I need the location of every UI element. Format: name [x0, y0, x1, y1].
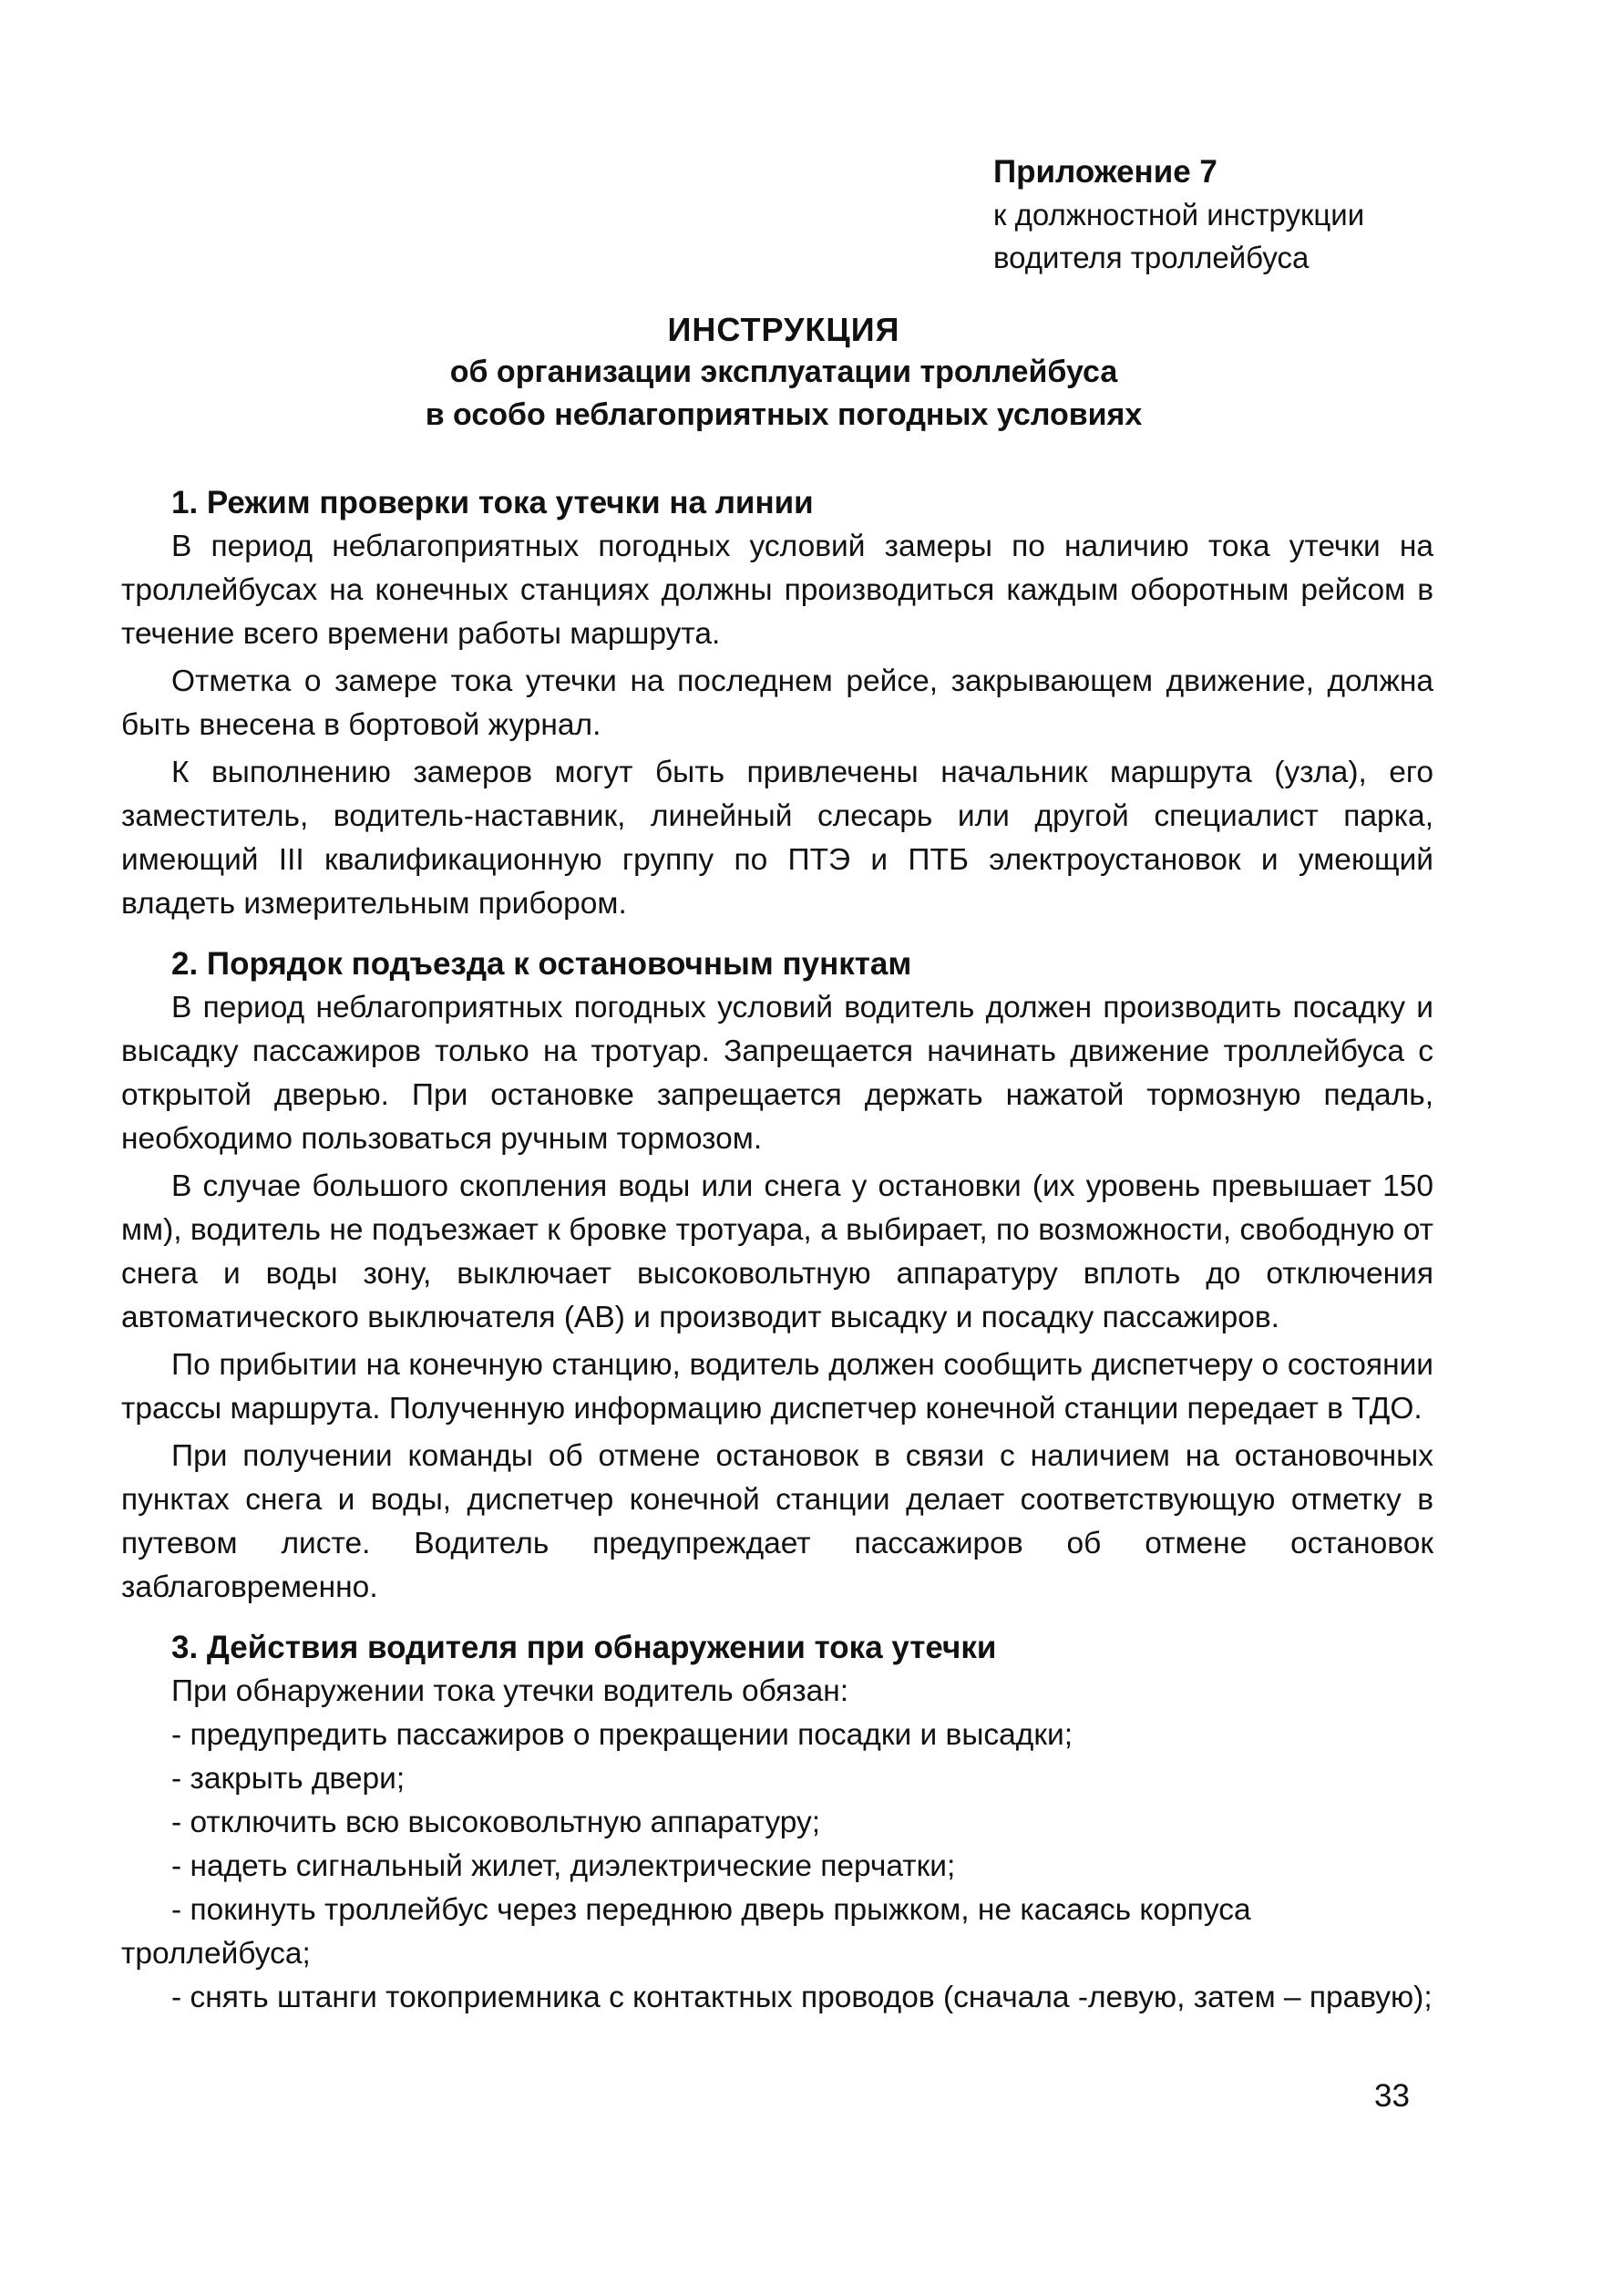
appendix-block [993, 150, 1558, 279]
appendix-line: к должностной инструкции [993, 198, 1365, 232]
list-intro: При обнаружении тока утечки водитель обязан: [171, 1674, 849, 1708]
section-2-title: 2. Порядок подъезда к остановочным пунктам [171, 946, 912, 982]
paragraph: По прибытии на конечную станцию, водитель должен сообщить диспетчеру о состоянии трассы маршрута. Полученную информацию диспетчер конечной станции передает в ТДО. [121, 1348, 1433, 1426]
paragraph: К выполнению замеров могут быть привлечены начальник маршрута (узла), его заместитель, водитель-наставник, линейный слесарь или другой специалист парка, имеющий III квалификационную группу по ПТЭ и ПТБ электроустановок и умеющий владеть измерительным прибором. [121, 756, 1433, 921]
document-body [121, 481, 1433, 2020]
document-heading [273, 308, 1294, 437]
appendix-title: Приложение 7 [993, 154, 1217, 190]
paragraph: Отметка о замере тока утечки на последнем рейсе, закрывающем движение, должна быть внесена в бортовой журнал. [121, 664, 1433, 742]
list-item: - покинуть троллейбус через переднюю дверь прыжком, не касаясь корпуса троллейбуса; [121, 1893, 1251, 1971]
document-subtitle: об организации эксплуатации троллейбуса [449, 355, 1118, 389]
section-1-title: 1. Режим проверки тока утечки на линии [171, 485, 814, 520]
list-item: - надеть сигнальный жилет, диэлектрические перчатки; [171, 1849, 956, 1883]
paragraph: В случае большого скопления воды или снега у остановки (их уровень превышает 150 мм), водитель не подъезжает к бровке тротуара, а выбирает, по возможности, свободную от снега и воды зону, выключает высоковольтную аппаратуру вплоть до отключения автоматического выключателя (АВ) и производит высадку и посадку пассажиров. [121, 1169, 1433, 1334]
document-subtitle: в особо неблагоприятных погодных условиях [425, 397, 1143, 432]
list-item: - снять штанги токоприемника с контактных проводов (сначала -левую, затем – правую); [171, 1981, 1433, 2014]
document-title: ИНСТРУКЦИЯ [667, 311, 900, 348]
paragraph: При получении команды об отмене остановок в связи с наличием на остановочных пунктах снега и воды, диспетчер конечной станции делает соответствующую отметку в путевом листе. Водитель предупреждает пассажиров об отмене остановок заблаговременно. [121, 1439, 1433, 1604]
list-item: - отключить всю высоковольтную аппаратуру; [171, 1806, 821, 1839]
paragraph: В период неблагоприятных погодных условий водитель должен производить посадку и высадку пассажиров только на тротуар. Запрещается начинать движение троллейбуса с открытой дверью. При остановке запрещается держать нажатой тормозную педаль, необходимо пользоваться ручным тормозом. [121, 991, 1433, 1156]
appendix-line: водителя троллейбуса [993, 241, 1310, 274]
page-number: 33 [1374, 2078, 1410, 2114]
paragraph: В период неблагоприятных погодных условий замеры по наличию тока утечки на троллейбусах на конечных станциях должны производиться каждым оборотным рейсом в течение всего времени работы маршрута. [121, 530, 1433, 651]
section-3-title: 3. Действия водителя при обнаружении тока утечки [171, 1630, 997, 1665]
list-item: - предупредить пассажиров о прекращении посадки и высадки; [171, 1718, 1073, 1752]
list-item: - закрыть двери; [171, 1762, 406, 1796]
